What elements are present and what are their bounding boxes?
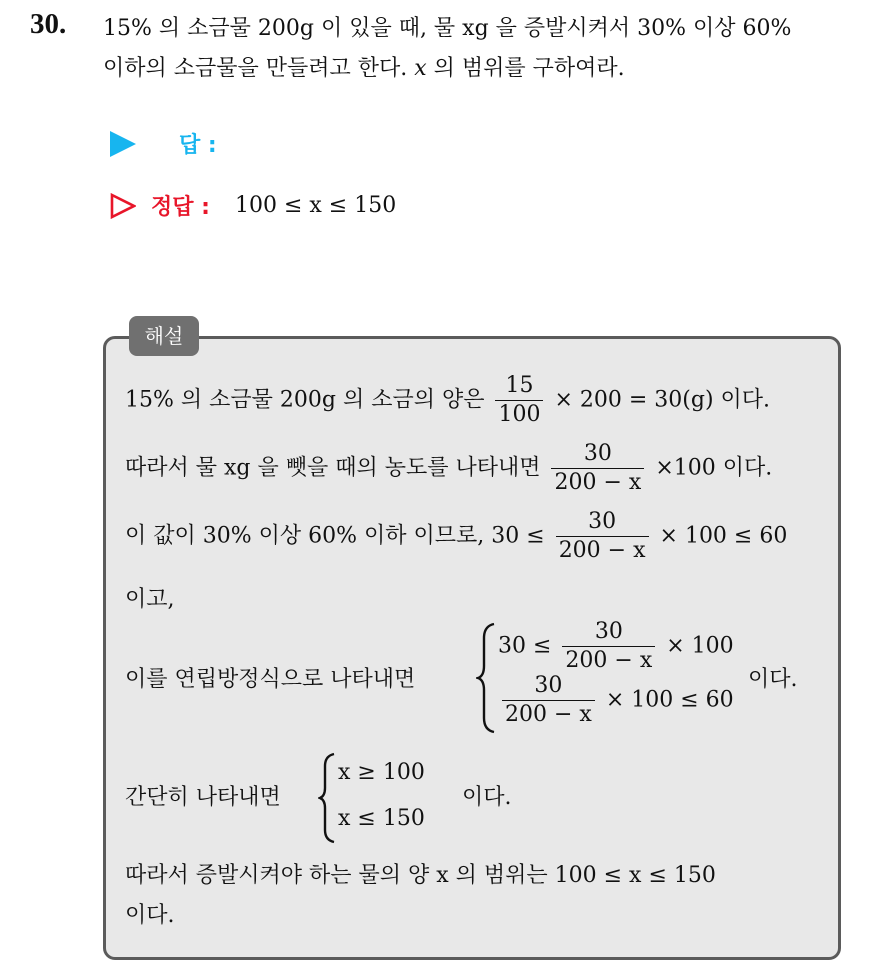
system-tail: × 100 [666,633,734,659]
denominator: 100 [495,400,543,429]
explanation-text: × 200 = 30(g) 이다. [554,387,771,413]
explanation-line-3 [125,508,787,565]
question-text-line2 [103,50,625,88]
system-lead: 30 ≤ [498,633,552,659]
fraction [556,508,649,565]
explanation-text: × 100 ≤ 60 [659,523,788,549]
numerator: 30 [594,619,623,644]
explanation-line-6-text: 간단히 나타내면 [125,785,281,810]
explanation-tag: 해설 [129,316,199,356]
denominator: 200 − x [556,536,649,565]
explanation-line-5-text: 이를 연립방정식으로 나타내면 [125,667,416,692]
answer-row [110,128,217,159]
denominator: 200 − x [562,646,655,675]
fraction [562,618,655,675]
question-number: 30. [30,8,67,40]
explanation-text: 15% 의 소금물 200g 의 소금의 양은 [125,387,485,413]
fraction [502,672,595,729]
variable-x: x [414,56,427,81]
question-text-line1: 15% 의 소금물 200g 이 있을 때, 물 xg 을 증발시켜서 30% 이상 60% [103,16,792,41]
left-brace [476,622,498,734]
denominator: 200 − x [551,468,644,497]
simplified-line-1: x ≥ 100 [338,760,425,785]
denominator: 200 − x [502,700,595,729]
play-icon [110,131,136,157]
numerator: 30 [534,673,563,698]
explanation-line-1 [125,372,770,429]
fraction [551,440,644,497]
system-tail: × 100 ≤ 60 [605,687,734,713]
explanation-line-7: 따라서 증발시켜야 하는 물의 양 x 의 범위는 100 ≤ x ≤ 150 [125,863,716,888]
explanation-line-4: 이고, [125,587,175,612]
correct-answer-value: 100 ≤ x ≤ 150 [234,193,397,218]
system-line-2 [498,672,734,729]
question-text-part: 의 범위를 구하여라. [426,56,625,81]
left-brace [318,752,338,844]
explanation-text: 따라서 물 xg 을 뺏을 때의 농도를 나타내면 [125,455,541,481]
system-line-1 [498,618,734,675]
fraction [495,372,543,429]
question-text-part: 이하의 소금물을 만들려고 한다. [103,56,415,81]
correct-answer-row [110,190,396,221]
correct-answer-label: 정답 : [151,195,210,220]
numerator: 15 [505,373,534,398]
answer-label: 답 : [179,133,217,158]
numerator: 30 [588,509,617,534]
explanation-line-8: 이다. [125,903,175,928]
explanation-line-6-tail: 이다. [462,785,512,810]
outline-triangle-icon [110,193,136,219]
explanation-line-5-tail: 이다. [748,667,798,692]
simplified-line-2: x ≤ 150 [338,806,425,831]
explanation-text: ×100 이다. [655,455,773,481]
explanation-text: 이 값이 30% 이상 60% 이하 이므로, 30 ≤ [125,523,545,549]
explanation-line-2 [125,440,772,497]
numerator: 30 [583,441,612,466]
